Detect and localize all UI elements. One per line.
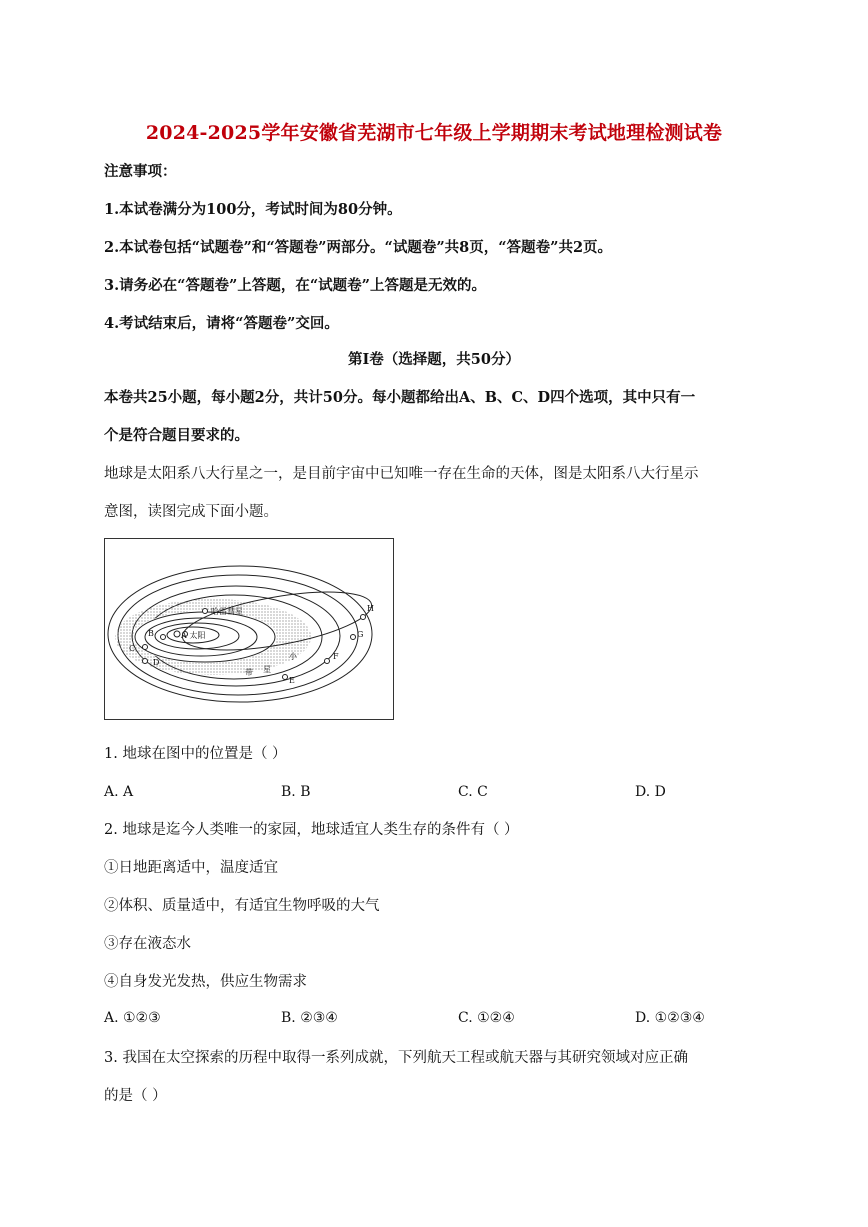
q1-option-b[interactable]: B. B [281, 784, 311, 800]
solar-system-svg [105, 539, 394, 720]
label-c: C [129, 644, 136, 653]
passage-line1: 地球是太阳系八大行星之一，是目前宇宙中已知唯一存在生命的天体，图是太阳系八大行星示 [104, 466, 699, 482]
label-f: F [333, 652, 339, 661]
label-sun: A 太阳 [181, 631, 206, 640]
q3-stem-line1: 3. 我国在太空探索的历程中取得一系列成就，下列航天工程或航天器与其研究领域对应正确 [104, 1050, 688, 1066]
q2-statement-4: ④自身发光发热，供应生物需求 [104, 974, 307, 990]
planet-c [143, 645, 148, 650]
q1-option-d[interactable]: D. D [635, 784, 666, 800]
planet-d [143, 659, 148, 664]
label-b: B [148, 629, 154, 638]
q2-option-a[interactable]: A. ①②③ [104, 1010, 161, 1026]
q2-option-d[interactable]: D. ①②③④ [635, 1010, 705, 1026]
notice-item-1: 1.本试卷满分为100分，考试时间为80分钟。 [104, 201, 402, 218]
exam-title: 2024-2025学年安徽省芜湖市七年级上学期期末考试地理检测试卷 [145, 122, 723, 144]
planet-g [351, 635, 356, 640]
q1-stem: 1. 地球在图中的位置是（ ） [104, 746, 287, 762]
notice-item-3: 3.请务必在“答题卷”上答题，在“试题卷”上答题是无效的。 [104, 277, 486, 294]
label-e: E [289, 676, 295, 685]
notice-item-4: 4.考试结束后，请将“答题卷”交回。 [104, 315, 339, 332]
q2-stem: 2. 地球是迄今人类唯一的家园，地球适宜人类生存的条件有（ ） [104, 822, 519, 838]
section-instruction-line1: 本卷共25小题，每小题2分，共计50分。每小题都给出A、B、C、D四个选项，其中只有一 [104, 389, 696, 406]
planet-f [325, 659, 330, 664]
label-h: H [367, 604, 374, 613]
section-instruction-line2: 个是符合题目要求的。 [104, 427, 249, 444]
notice-item-2: 2.本试卷包括“试题卷”和“答题卷”两部分。“试题卷”共8页，“答题卷”共2页。 [104, 239, 613, 256]
label-d: D [153, 658, 160, 667]
label-comet: 哈雷彗星 [211, 607, 243, 616]
passage-line2: 意图，读图完成下面小题。 [104, 504, 278, 520]
planet-e [283, 675, 288, 680]
sun [174, 631, 180, 637]
label-belt2: 星 [263, 665, 271, 674]
q2-statement-1: ①日地距离适中，温度适宜 [104, 860, 278, 876]
solar-system-diagram [104, 538, 394, 720]
q3-stem-line2: 的是（ ） [104, 1088, 167, 1104]
q2-statement-2: ②体积、质量适中，有适宜生物呼吸的大气 [104, 898, 380, 914]
notice-heading: 注意事项： [104, 163, 177, 180]
planet-b [161, 635, 166, 640]
label-belt3: 小 [289, 652, 297, 661]
label-g: G [357, 630, 364, 639]
q2-option-c[interactable]: C. ①②④ [458, 1010, 515, 1026]
q1-option-a[interactable]: A. A [104, 784, 134, 800]
label-belt: 带 [245, 668, 253, 677]
q2-option-b[interactable]: B. ②③④ [281, 1010, 338, 1026]
planet-h [361, 615, 366, 620]
section-heading: 第Ⅰ卷（选择题，共50分） [348, 351, 520, 368]
q1-option-c[interactable]: C. C [458, 784, 488, 800]
comet [203, 609, 208, 614]
q2-statement-3: ③存在液态水 [104, 936, 191, 952]
